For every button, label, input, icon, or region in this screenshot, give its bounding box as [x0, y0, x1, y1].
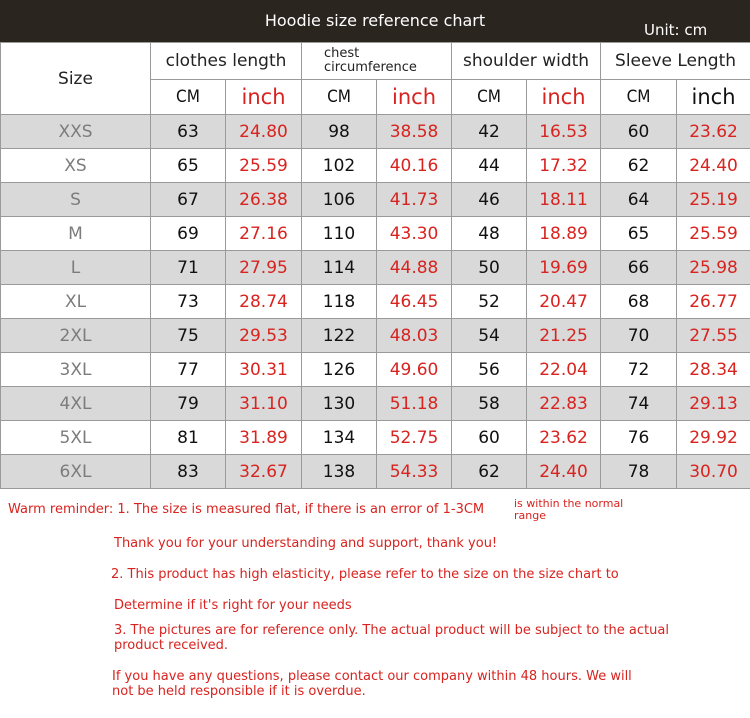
inch-value-cell: 18.89 [527, 217, 601, 251]
cm-value-cell: 106 [302, 183, 377, 217]
cm-value-cell: 70 [601, 319, 677, 353]
size-cell: M [1, 217, 151, 251]
size-column-header: Size [1, 43, 151, 115]
table-row [1, 115, 750, 149]
inch-value-cell: 24.80 [226, 115, 302, 149]
unit-cm: CM [151, 80, 226, 115]
inch-value-cell: 23.62 [677, 115, 750, 149]
note-line-6a: If you have any questions, please contact our company within 48 hours. We will [112, 669, 632, 684]
cm-value-cell: 83 [151, 455, 226, 489]
sleeve-length-header: Sleeve Length [601, 43, 750, 80]
inch-value-cell: 32.67 [226, 455, 302, 489]
cm-value-cell: 69 [151, 217, 226, 251]
note-line-6b: not be held responsible if it is overdue. [112, 684, 366, 699]
cm-value-cell: 76 [601, 421, 677, 455]
inch-value-cell: 20.47 [527, 285, 601, 319]
inch-value-cell: 31.89 [226, 421, 302, 455]
cm-value-cell: 67 [151, 183, 226, 217]
unit-inch: inch [527, 80, 601, 115]
note-line-1: Warm reminder: 1. The size is measured flat, if there is an error of 1-3CM [8, 502, 485, 517]
inch-value-cell: 26.38 [226, 183, 302, 217]
chart-title: Hoodie size reference chart [264, 11, 486, 30]
cm-value-cell: 68 [601, 285, 677, 319]
table-row [1, 319, 750, 353]
size-cell: XL [1, 285, 151, 319]
unit-inch: inch [226, 80, 302, 115]
cm-value-cell: 102 [302, 149, 377, 183]
size-cell: 5XL [1, 421, 151, 455]
inch-value-cell: 41.73 [377, 183, 452, 217]
size-cell: 3XL [1, 353, 151, 387]
inch-value-cell: 51.18 [377, 387, 452, 421]
size-cell: 4XL [1, 387, 151, 421]
size-cell: L [1, 251, 151, 285]
inch-value-cell: 22.04 [527, 353, 601, 387]
inch-value-cell: 40.16 [377, 149, 452, 183]
inch-value-cell: 28.74 [226, 285, 302, 319]
cm-value-cell: 58 [452, 387, 527, 421]
shoulder-width-header: shoulder width [452, 43, 601, 80]
inch-value-cell: 29.92 [677, 421, 750, 455]
cm-value-cell: 78 [601, 455, 677, 489]
inch-value-cell: 44.88 [377, 251, 452, 285]
inch-value-cell: 48.03 [377, 319, 452, 353]
cm-value-cell: 110 [302, 217, 377, 251]
cm-value-cell: 71 [151, 251, 226, 285]
chest-header-line1: chest [324, 46, 360, 61]
inch-value-cell: 25.59 [226, 149, 302, 183]
inch-value-cell: 25.59 [677, 217, 750, 251]
cm-value-cell: 134 [302, 421, 377, 455]
chest-header-line2: circumference [324, 60, 417, 75]
cm-value-cell: 126 [302, 353, 377, 387]
inch-value-cell: 19.69 [527, 251, 601, 285]
table-row [1, 183, 750, 217]
size-cell: XS [1, 149, 151, 183]
inch-value-cell: 46.45 [377, 285, 452, 319]
unit-label: Unit: cm [644, 21, 708, 39]
table-row [1, 387, 750, 421]
table-row [1, 217, 750, 251]
inch-value-cell: 27.16 [226, 217, 302, 251]
note-line-3: 2. This product has high elasticity, please refer to the size on the size chart to [111, 567, 619, 582]
cm-value-cell: 72 [601, 353, 677, 387]
note-line-1-small-b: range [514, 509, 546, 522]
note-line-2: Thank you for your understanding and support, thank you! [114, 536, 498, 551]
inch-value-cell: 30.31 [226, 353, 302, 387]
inch-value-cell: 24.40 [527, 455, 601, 489]
inch-value-cell: 25.98 [677, 251, 750, 285]
size-cell: 6XL [1, 455, 151, 489]
unit-cm: CM [601, 80, 677, 115]
cm-value-cell: 56 [452, 353, 527, 387]
table-row [1, 149, 750, 183]
cm-value-cell: 66 [601, 251, 677, 285]
inch-value-cell: 52.75 [377, 421, 452, 455]
cm-value-cell: 114 [302, 251, 377, 285]
inch-value-cell: 38.58 [377, 115, 452, 149]
cm-value-cell: 75 [151, 319, 226, 353]
cm-value-cell: 74 [601, 387, 677, 421]
inch-value-cell: 29.53 [226, 319, 302, 353]
cm-value-cell: 118 [302, 285, 377, 319]
cm-value-cell: 46 [452, 183, 527, 217]
cm-value-cell: 130 [302, 387, 377, 421]
inch-value-cell: 29.13 [677, 387, 750, 421]
inch-value-cell: 22.83 [527, 387, 601, 421]
size-cell: S [1, 183, 151, 217]
cm-value-cell: 50 [452, 251, 527, 285]
note-line-4: Determine if it's right for your needs [114, 598, 352, 613]
cm-value-cell: 73 [151, 285, 226, 319]
inch-value-cell: 17.32 [527, 149, 601, 183]
cm-value-cell: 65 [151, 149, 226, 183]
cm-value-cell: 98 [302, 115, 377, 149]
cm-value-cell: 81 [151, 421, 226, 455]
cm-value-cell: 54 [452, 319, 527, 353]
cm-value-cell: 77 [151, 353, 226, 387]
inch-value-cell: 43.30 [377, 217, 452, 251]
cm-value-cell: 79 [151, 387, 226, 421]
cm-value-cell: 52 [452, 285, 527, 319]
table-row [1, 421, 750, 455]
size-cell: XXS [1, 115, 151, 149]
cm-value-cell: 65 [601, 217, 677, 251]
cm-value-cell: 62 [452, 455, 527, 489]
table-row [1, 285, 750, 319]
inch-value-cell: 26.77 [677, 285, 750, 319]
inch-value-cell: 27.55 [677, 319, 750, 353]
inch-value-cell: 21.25 [527, 319, 601, 353]
note-line-5a: 3. The pictures are for reference only. The actual product will be subject to the actual [114, 623, 669, 638]
inch-value-cell: 49.60 [377, 353, 452, 387]
cm-value-cell: 60 [601, 115, 677, 149]
inch-value-cell: 18.11 [527, 183, 601, 217]
unit-inch: inch [377, 80, 452, 115]
cm-value-cell: 63 [151, 115, 226, 149]
inch-value-cell: 23.62 [527, 421, 601, 455]
cm-value-cell: 48 [452, 217, 527, 251]
inch-value-cell: 28.34 [677, 353, 750, 387]
inch-value-cell: 16.53 [527, 115, 601, 149]
unit-inch: inch [677, 80, 750, 115]
unit-cm: CM [452, 80, 527, 115]
inch-value-cell: 31.10 [226, 387, 302, 421]
note-line-1-small-a: is within the normal [514, 497, 624, 510]
cm-value-cell: 122 [302, 319, 377, 353]
note-line-5b: product received. [114, 638, 229, 653]
cm-value-cell: 44 [452, 149, 527, 183]
cm-value-cell: 42 [452, 115, 527, 149]
cm-value-cell: 62 [601, 149, 677, 183]
clothes-length-header: clothes length [151, 43, 302, 80]
table-row [1, 353, 750, 387]
inch-value-cell: 27.95 [226, 251, 302, 285]
unit-cm: CM [302, 80, 377, 115]
cm-value-cell: 60 [452, 421, 527, 455]
chart-header [0, 0, 750, 42]
inch-value-cell: 25.19 [677, 183, 750, 217]
notes-section [0, 495, 750, 718]
cm-value-cell: 138 [302, 455, 377, 489]
header-row [1, 43, 750, 80]
inch-value-cell: 30.70 [677, 455, 750, 489]
size-cell: 2XL [1, 319, 151, 353]
size-table [0, 42, 750, 489]
chest-circumference-header [302, 43, 452, 80]
inch-value-cell: 24.40 [677, 149, 750, 183]
table-row [1, 251, 750, 285]
inch-value-cell: 54.33 [377, 455, 452, 489]
cm-value-cell: 64 [601, 183, 677, 217]
table-row [1, 455, 750, 489]
